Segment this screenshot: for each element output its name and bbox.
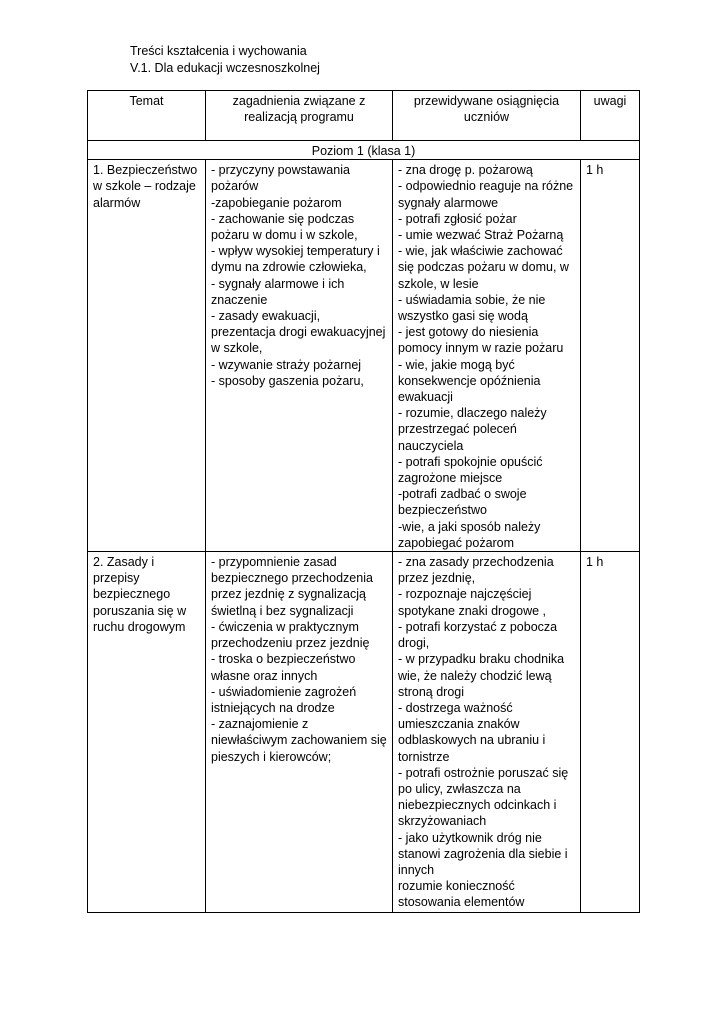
list-item: - uświadamia sobie, że nie wszystko gasi się wodą	[398, 292, 546, 324]
header-zagadnienia: zagadnienia związane z realizacją programu	[206, 91, 393, 141]
list-item: - potrafi ostrożnie poruszać się po ulicy, zwłaszcza na niebezpiecznych odcinkach i skrzyżowaniach	[398, 765, 569, 829]
list-item: - zna drogę p. pożarową	[398, 163, 533, 178]
list-item: - potrafi spokojnie opuścić zagrożone miejsce	[398, 454, 543, 486]
list-item: -potrafi zadbać o swoje bezpieczeństwo	[398, 487, 527, 518]
row-uwagi: 1 h	[581, 552, 640, 913]
level-label: Poziom 1 (klasa 1)	[88, 141, 640, 160]
list-item: - zna zasady przechodzenia przez jezdnię,	[398, 555, 554, 586]
header-osiagniecia: przewidywane osiągnięcia uczniów	[393, 91, 581, 141]
row-zagadnienia	[206, 160, 393, 552]
list-item: - sposoby gaszenia pożaru,	[211, 373, 364, 388]
list-item: - zaznajomienie z niewłaściwym zachowaniem się pieszych i kierowców;	[211, 717, 387, 764]
list-item: - wie, jakie mogą być konsekwencje opóźnienia ewakuacji	[398, 357, 541, 405]
list-item: - w przypadku braku chodnika wie, że należy chodzić lewą stroną drogi	[398, 652, 565, 699]
list-item: - przypomnienie zasad bezpiecznego przechodzenia przez jezdnię z sygnalizacją świetlną i bez sygnalizacji	[211, 555, 373, 618]
level-row	[88, 141, 640, 160]
list-item: - dostrzega ważność umieszczania znaków odblaskowych na ubraniu i tornistrze	[398, 700, 546, 764]
list-item: -zapobieganie pożarom	[211, 195, 342, 210]
list-item: - potrafi zgłosić pożar	[398, 211, 517, 226]
table-row	[88, 552, 640, 913]
list-item: - wpływ wysokiej temperatury i dymu na zdrowie człowieka,	[211, 244, 380, 275]
table-row	[88, 160, 640, 552]
list-item: - wie, jak właściwie zachować się podczas pożaru w domu, w szkole, w lesie	[398, 244, 569, 291]
list-item: - przyczyny powstawania pożarów	[211, 163, 350, 194]
row-uwagi: 1 h	[581, 160, 640, 552]
table-header-row	[88, 91, 640, 141]
row-osiagniecia	[393, 552, 581, 913]
list-item: - ćwiczenia w praktycznym przechodzeniu przez jezdnię	[211, 619, 370, 651]
list-item: - zasady ewakuacji, prezentacja drogi ewakuacyjnej w szkole,	[211, 309, 386, 356]
list-item: - troska o bezpieczeństwo własne oraz innych	[211, 652, 356, 683]
list-item: rozumie konieczność stosowania elementów	[398, 879, 525, 910]
list-item: - uświadomienie zagrożeń istniejących na drodze	[211, 684, 357, 715]
document-subheading: V.1. Dla edukacji wczesnoszkolnej	[130, 61, 320, 75]
curriculum-table	[87, 90, 640, 913]
row-temat: 1. Bezpieczeństwo w szkole – rodzaje alarmów	[88, 160, 206, 552]
row-temat: 2. Zasady i przepisy bezpiecznego poruszania się w ruchu drogowym	[88, 552, 206, 913]
list-item: - rozumie, dlaczego należy przestrzegać poleceń nauczyciela	[398, 406, 547, 453]
list-item: - odpowiednio reaguje na różne sygnały alarmowe	[398, 179, 574, 210]
list-item: - umie wezwać Straż Pożarną	[398, 228, 564, 243]
list-item: - wzywanie straży pożarnej	[211, 357, 362, 372]
row-zagadnienia	[206, 552, 393, 913]
document-heading: Treści kształcenia i wychowania	[130, 44, 307, 58]
list-item: - potrafi korzystać z pobocza drogi,	[398, 619, 558, 651]
list-item: - jako użytkownik dróg nie stanowi zagrożenia dla siebie i innych	[398, 830, 568, 877]
header-uwagi: uwagi	[581, 91, 640, 141]
list-item: -wie, a jaki sposób należy zapobiegać pożarom	[398, 519, 541, 550]
list-item: - zachowanie się podczas pożaru w domu i w szkole,	[211, 211, 358, 243]
row-osiagniecia	[393, 160, 581, 552]
header-temat: Temat	[88, 91, 206, 141]
list-item: - sygnały alarmowe i ich znaczenie	[211, 276, 345, 307]
list-item: - jest gotowy do niesienia pomocy innym w razie pożaru	[398, 325, 564, 356]
list-item: - rozpoznaje najczęściej spotykane znaki drogowe ,	[398, 587, 547, 618]
